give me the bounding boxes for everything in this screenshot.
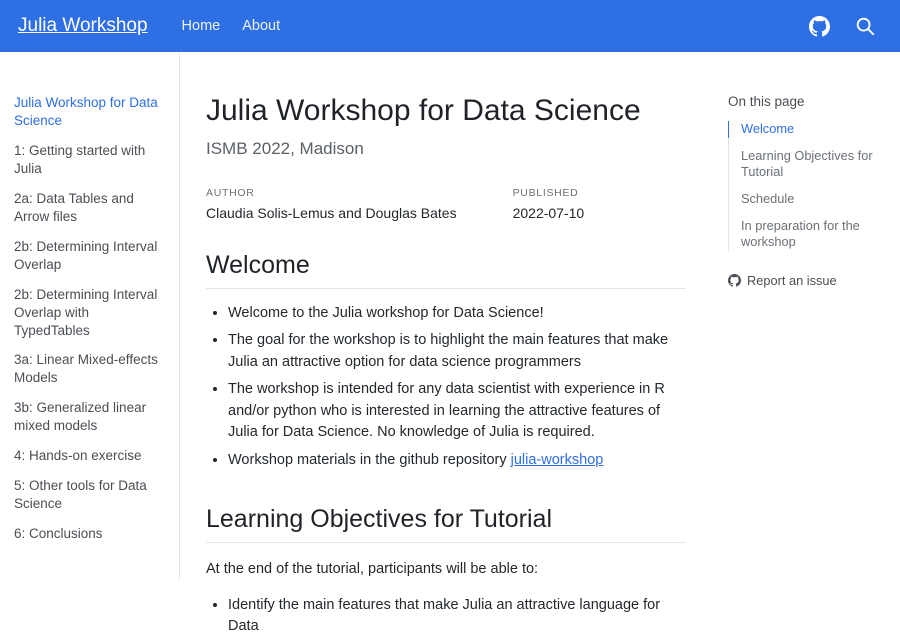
page-layout xyxy=(0,52,900,635)
published-block xyxy=(513,187,585,221)
nav-link-about[interactable]: About xyxy=(242,18,281,34)
search-icon[interactable] xyxy=(854,15,876,37)
toc-item-welcome[interactable]: Welcome xyxy=(741,121,884,138)
sidebar-item-other-tools[interactable]: 5: Other tools for Data Science xyxy=(14,478,147,512)
document-metadata xyxy=(206,187,686,221)
objectives-intro: At the end of the tutorial, participants will be able to: xyxy=(206,560,539,577)
list-item: • The goal for the workshop is to highlight the main features that make Julia an attractive option for data science programmers xyxy=(228,330,686,373)
sidebar-item-interval-overlap-typedtables[interactable]: 2b: Determining Interval Overlap with TypedTables xyxy=(14,286,158,338)
nav-link-home[interactable]: Home xyxy=(181,18,221,34)
toc-item-in-preparation[interactable]: In preparation for the workshop xyxy=(741,217,860,250)
sidebar-item-interval-overlap[interactable]: 2b: Determining Interval Overlap xyxy=(14,238,158,272)
toc-title: On this page xyxy=(728,94,805,109)
github-icon xyxy=(728,274,741,287)
sidebar-item-data-tables-arrow[interactable]: 2a: Data Tables and Arrow files xyxy=(14,190,134,224)
toc-item-learning-objectives[interactable]: Learning Objectives for Tutorial xyxy=(741,147,873,180)
published-label: PUBLISHED xyxy=(512,186,579,199)
objectives-bullet-list xyxy=(206,595,686,638)
top-navbar xyxy=(0,0,900,52)
sidebar-item-generalized-linear-mixed[interactable]: 3b: Generalized linear mixed models xyxy=(14,400,147,434)
sidebar-item-conclusions[interactable]: 6: Conclusions xyxy=(14,526,103,542)
left-sidebar xyxy=(0,52,180,580)
sidebar-item-julia-workshop-for-data-science[interactable]: Julia Workshop for Data Science xyxy=(14,95,158,128)
sidebar-item-hands-on-exercise[interactable]: 4: Hands-on exercise xyxy=(14,448,142,464)
sidebar-item-getting-started[interactable]: 1: Getting started with Julia xyxy=(14,142,146,176)
on-this-page-toc xyxy=(714,52,900,580)
nav-tools xyxy=(808,15,876,37)
julia-workshop-repo-link[interactable]: julia-workshop xyxy=(510,451,604,468)
toc-list xyxy=(728,121,884,251)
github-icon[interactable] xyxy=(808,15,830,37)
brand-link[interactable]: Julia Workshop xyxy=(18,15,148,36)
list-item: • The workshop is intended for any data scientist with experience in R and/or python who is interested in learning the attractive features of Julia for Data Science. No knowledge of Julia is required. xyxy=(228,379,686,443)
nav-links xyxy=(182,18,281,34)
page-title: Julia Workshop for Data Science xyxy=(206,94,641,127)
list-item: • Identify the main features that make Julia an attractive language for Data xyxy=(228,595,686,638)
section-heading-learning-objectives: Learning Objectives for Tutorial xyxy=(206,505,686,543)
author-block xyxy=(206,187,457,221)
page-subtitle: ISMB 2022, Madison xyxy=(206,138,364,158)
main-content xyxy=(180,52,714,635)
author-value: Claudia Solis-Lemus and Douglas Bates xyxy=(206,204,457,221)
list-item: • Welcome to the Julia workshop for Data Science! xyxy=(228,303,686,324)
report-issue-link[interactable] xyxy=(728,273,884,288)
materials-text: Workshop materials in the github repository xyxy=(228,451,511,468)
report-issue-label: Report an issue xyxy=(747,272,837,288)
author-label: AUTHOR xyxy=(206,186,255,199)
published-value: 2022-07-10 xyxy=(512,204,585,221)
toc-item-schedule[interactable]: Schedule xyxy=(741,190,795,206)
sidebar-item-linear-mixed-effects[interactable]: 3a: Linear Mixed-effects Models xyxy=(14,352,158,386)
list-item xyxy=(228,450,686,471)
section-heading-welcome: Welcome xyxy=(206,251,686,289)
welcome-bullet-list xyxy=(206,303,686,471)
